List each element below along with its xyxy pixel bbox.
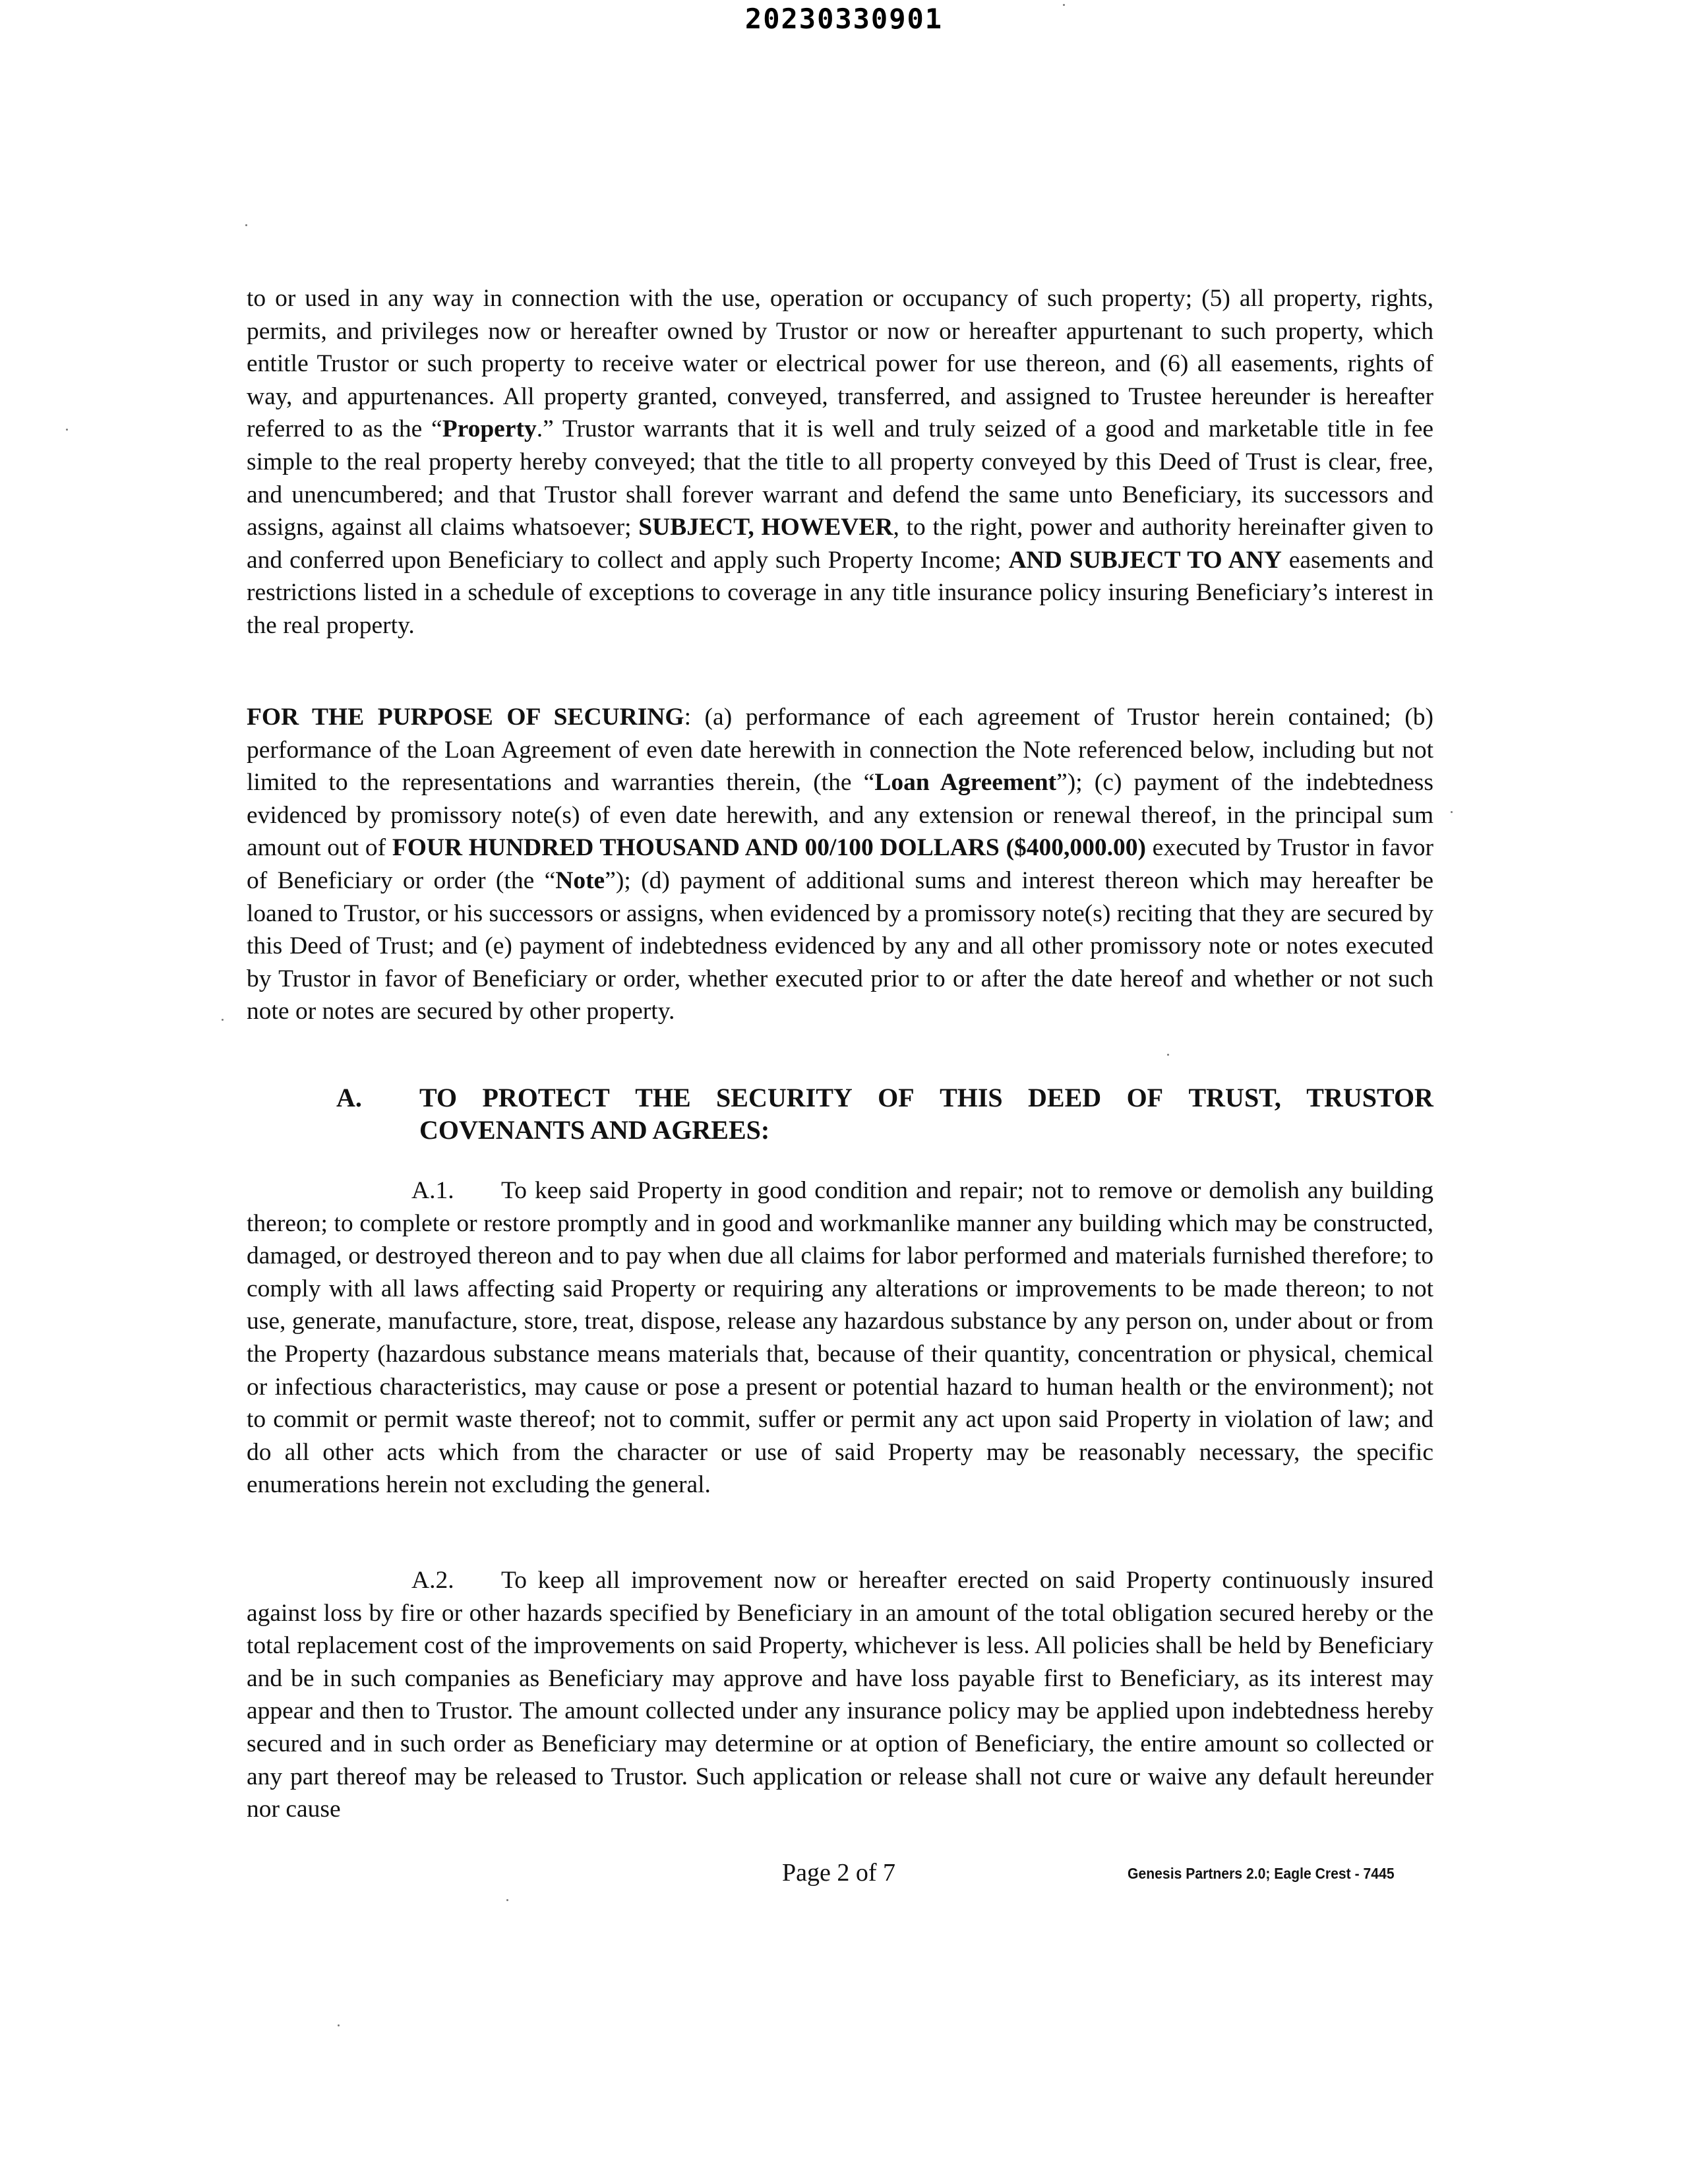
scan-speck	[506, 1899, 508, 1901]
text-run: executed by Trustor in favor of Beneficiary or order (the “	[247, 834, 1434, 894]
heading-word: TRUSTOR	[1306, 1083, 1433, 1112]
principal-amount: FOUR HUNDRED THOUSAND AND 00/100 DOLLARS ($400,000.00)	[392, 834, 1146, 862]
section-a-heading-line1	[336, 1081, 1433, 1114]
scan-speck	[66, 429, 68, 431]
scan-speck	[245, 224, 247, 226]
scan-speck	[338, 2024, 340, 2026]
heading-word: SECURITY	[716, 1083, 853, 1112]
text-run: to or used in any way in connection with the use, operation or occupancy of such property; (5) all property, rights, permits, and privileges now or hereafter owned by Trustor or now or hereafter appurtenant to such property, which entitle Trustor or such property to receive water or electrical power for use thereon, and (6) all easements, rights of way, and appurtenances. All property granted, conveyed, transferred, and assigned to Trustee hereunder is hereafter referred to as the “	[247, 285, 1433, 443]
defined-term-property: Property	[442, 415, 537, 443]
item-text: To keep said Property in good condition and repair; not to remove or demolish any building thereon; to complete or restore promptly and in good and workmanlike manner any building which may be constructed, damaged, or destroyed thereon and to pay when due all claims for labor performed and materials furnished therefore; to comply with all laws affecting said Property or requiring any alterations or improvements to be made thereon; to not use, generate, manufacture, store, treat, dispose, release any hazardous substance by any person on, under about or from the Property (hazardous substance means materials that, because of their quantity, concentration or physical, chemical or infectious characteristics, may cause or pose a present or potential hazard to human health or the environment); not to commit or permit waste thereof; not to commit, suffer or permit any act upon said Property in violation of law; and do all other acts which from the character or use of said Property may be reasonably necessary, the specific enumerations herein not excluding the general.	[247, 1177, 1433, 1499]
text-run: .” Trustor warrants that it is well and truly seized of a good and marketable title in fee simple to the real property hereby conveyed; that the title to all property conveyed by this Deed of Trust is clear, free, and unencumbered; and that Trustor shall forever warrant and defend the same unto Beneficiary, its successors and assigns, against all claims whatsoever;	[247, 415, 1433, 541]
text-run: ”); (d) payment of additional sums and interest thereon which may hereafter be loaned to Trustor, or his successors or assigns, when evidenced by a promissory note(s) reciting that they are secured by this Deed of Trust; and (e) payment of indebtedness evidenced by any and all other promissory note or notes executed by Trustor in favor of Beneficiary or order, whether executed prior to or after the date hereof and whether or not such note or notes are secured by other property.	[247, 866, 1433, 1025]
item-number: A.2.	[411, 1567, 454, 1594]
scan-speck	[1451, 811, 1453, 813]
text-run: : (a) performance of each agreement of Trustor herein contained; (b) performance of the Loan Agreement of even date herewith in connection the Note referenced below, including but not limited to the representations and warranties therein, (the “	[247, 704, 1433, 797]
bold-clause-subject-however: SUBJECT, HOWEVER	[638, 514, 893, 541]
paragraph-purpose-of-securing	[247, 701, 1433, 1028]
recording-number: 20230330901	[744, 3, 944, 35]
item-number: A.1.	[411, 1177, 454, 1204]
page-number: Page 2 of 7	[782, 1859, 896, 1887]
defined-term-note: Note	[555, 866, 605, 894]
section-heading-words	[419, 1081, 1433, 1114]
paragraph-a1	[247, 1174, 1433, 1502]
heading-word: THIS	[940, 1083, 1003, 1112]
heading-word: PROTECT	[482, 1083, 610, 1112]
bold-clause-and-subject: AND SUBJECT TO ANY	[1008, 546, 1282, 574]
paragraph-property-description	[247, 282, 1433, 642]
scan-speck	[222, 1019, 224, 1021]
heading-word: DEED	[1028, 1083, 1102, 1112]
scan-speck	[1063, 4, 1065, 6]
heading-purpose-of-securing: FOR THE PURPOSE OF SECURING	[247, 704, 684, 731]
heading-word: TRUST,	[1188, 1083, 1281, 1112]
section-a-heading	[336, 1081, 1433, 1146]
text-run: , to the right, power and authority hereinafter given to and conferred upon Beneficiary to collect and apply such Property Income;	[247, 514, 1433, 574]
heading-word: OF	[1126, 1083, 1164, 1112]
item-text: To keep all improvement now or hereafter erected on said Property continuously insured against loss by fire or other hazards specified by Beneficiary in an amount of the total obligation secured hereby or the total replacement cost of the improvements on said Property, whichever is less. All policies shall be held by Beneficiary and be in such companies as Beneficiary may approve and have loss payable first to Beneficiary, as its interest may appear and then to Trustor. The amount collected under any insurance policy may be applied upon indebtedness hereby secured and in such order as Beneficiary may determine or at option of Beneficiary, the entire amount so collected or any part thereof may be released to Trustor. Such application or release shall not cure or waive any default hereunder nor cause	[247, 1567, 1433, 1823]
section-letter: A.	[336, 1083, 362, 1112]
section-a-heading-line2: COVENANTS AND AGREES:	[419, 1115, 770, 1145]
heading-word: THE	[635, 1083, 691, 1112]
document-reference: Genesis Partners 2.0; Eagle Crest - 7445	[1128, 1865, 1395, 1882]
scan-speck	[1167, 1054, 1169, 1056]
defined-term-loan-agreement: Loan Agreement	[874, 769, 1057, 797]
heading-word: OF	[878, 1083, 915, 1112]
heading-word: TO	[419, 1083, 458, 1112]
text-run: easements and restrictions listed in a schedule of exceptions to coverage in any title insurance policy insuring Beneficiary’s interest in the real property.	[247, 546, 1434, 639]
text-run: ”); (c) payment of the indebtedness evidenced by promissory note(s) of even date herewith, and any extension or renewal thereof, in the principal sum amount out of	[247, 769, 1433, 862]
paragraph-a2	[247, 1564, 1433, 1826]
